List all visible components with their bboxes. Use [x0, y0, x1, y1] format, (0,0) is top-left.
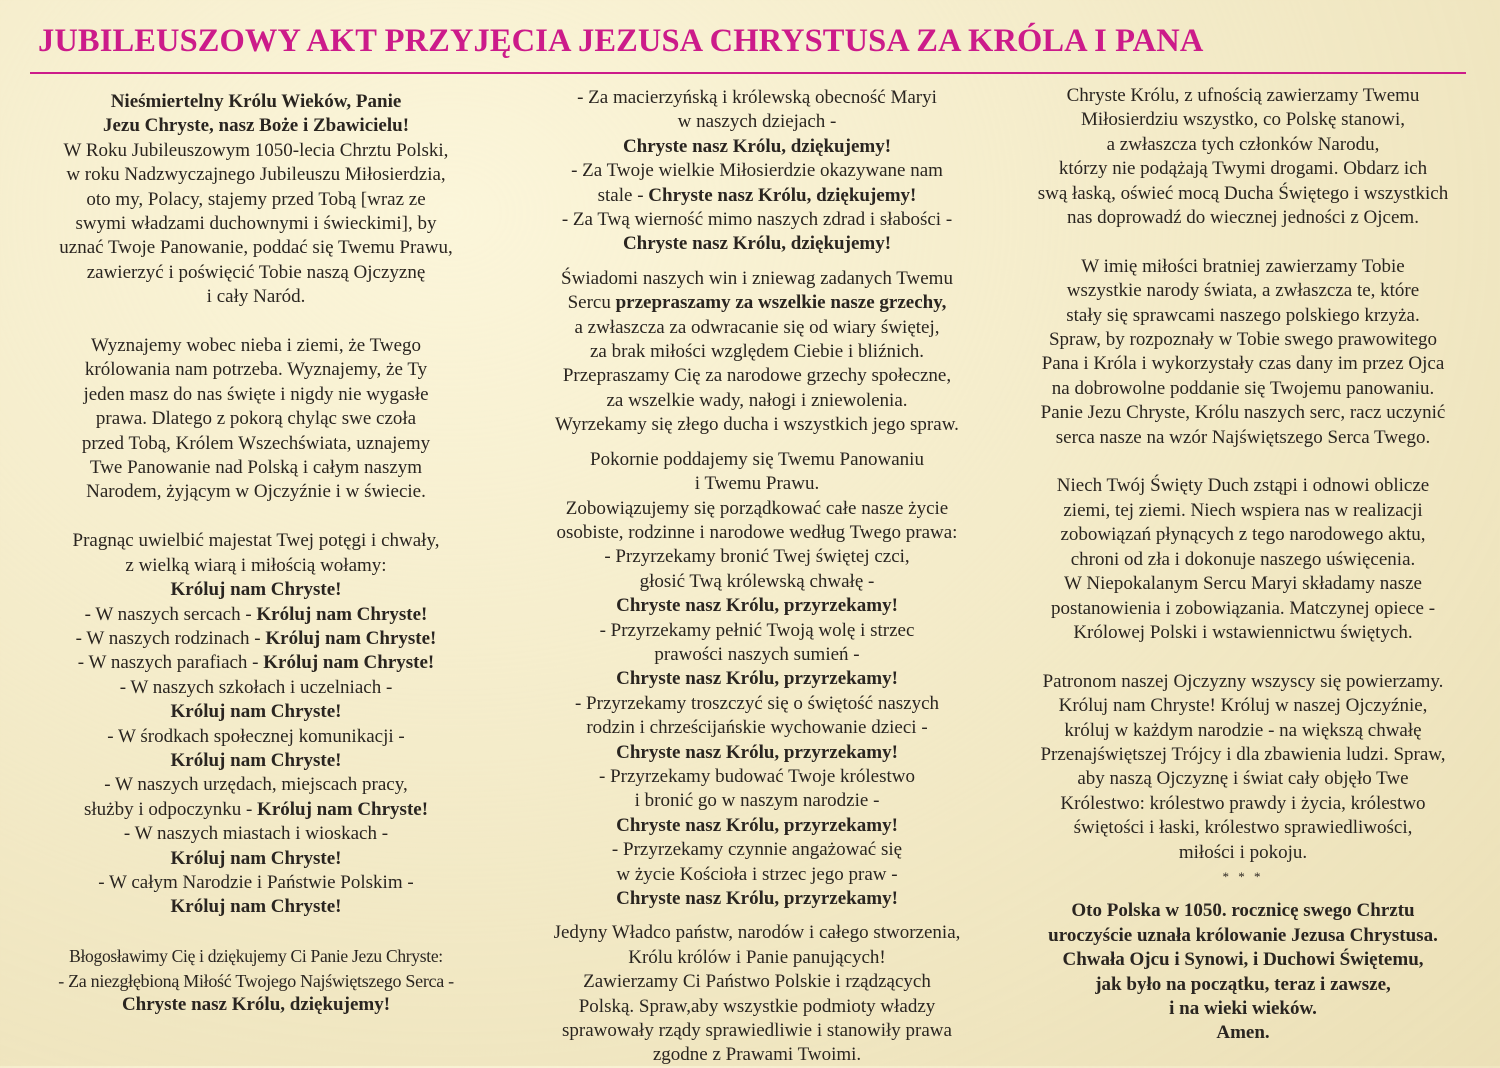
text-line: świętości i łaski, królestwo sprawiedliwości,: [1073, 817, 1413, 839]
petition-text: stale -: [597, 184, 649, 206]
text-line: osobiste, rodzinne i narodowe według Twego prawa:: [556, 521, 958, 543]
text-line: Zobowiązujemy się porządkować całe nasze życie: [565, 497, 949, 519]
text-line: z wielką wiarą i miłością wołamy:: [125, 554, 387, 576]
paragraph-apology: [520, 267, 994, 438]
text-line: Świadomi naszych win i zniewag zadanych Twemu: [561, 267, 953, 289]
text-line: ziemi, tej ziemi. Niech wspiera nas w realizacji: [1063, 499, 1423, 521]
paragraph-intro: [28, 90, 484, 310]
text-line: sprawowały rządy sprawiedliwie i stanowiły prawa: [562, 1020, 952, 1042]
text-line: w roku Nadzwyczajnego Jubileuszu Miłosierdzia,: [66, 164, 446, 186]
section-separator: * * *: [1222, 868, 1264, 884]
refrain-line: Króluj nam Chryste!: [170, 701, 342, 723]
text-line: jak było na początku, teraz i zawsze,: [1095, 973, 1391, 995]
text-line: zobowiązań płynących z tego narodowego aktu,: [1060, 524, 1426, 546]
text-line: - Za Twą wierność mimo naszych zdrad i słabości -: [561, 209, 953, 231]
text-line: Miłosierdziu wszystko, co Polskę stanowi,: [1080, 109, 1406, 131]
paragraph-promises: [520, 448, 994, 912]
paragraph-blessing: [28, 944, 484, 1017]
refrain-line: Chryste nasz Królu, przyrzekamy!: [616, 668, 898, 690]
refrain-line: Chryste nasz Królu, przyrzekamy!: [616, 888, 898, 909]
page-title: JUBILEUSZOWY AKT PRZYJĘCIA JEZUSA CHRYSTUSA ZA KRÓLA I PANA: [38, 23, 1204, 59]
text-line: swą łaską, oświeć mocą Ducha Świętego i wszystkich: [1037, 182, 1449, 204]
text-line: - Za niezgłębioną Miłość Twojego Najświętszego Serca -: [58, 970, 454, 991]
text-line: - W środkach społecznej komunikacji -: [107, 725, 405, 747]
text-line: - Przyrzekamy troszczyć się o świętość naszych: [574, 692, 940, 714]
text-line: zgodne z Prawami Twoimi.: [652, 1044, 862, 1066]
paragraph-thanks: [520, 86, 994, 257]
refrain-line: Króluj nam Chryste!: [170, 579, 342, 601]
text-line: Zawierzamy Ci Państwo Polskie i rządzących: [583, 971, 931, 993]
text-line: Wyrzekamy się złego ducha i wszystkich jego spraw.: [555, 414, 959, 436]
paragraph-nations: [1010, 255, 1476, 450]
text-line: Pragnąc uwielbić majestat Twej potęgi i chwały,: [72, 530, 440, 552]
paragraph-closing: [1010, 899, 1476, 1045]
text-line: oto my, Polacy, stajemy przed Tobą [wraz ze: [86, 188, 426, 210]
text-line: i Twemu Prawu.: [694, 473, 820, 495]
text-line: głosić Twą królewską chwałę -: [639, 570, 875, 592]
text-line: Polską. Spraw,aby wszystkie podmioty władzy: [578, 995, 936, 1017]
refrain-line: Chryste nasz Królu, przyrzekamy!: [616, 814, 898, 836]
text-line: [28, 651, 484, 675]
text-line: uroczyście uznała królowanie Jezusa Chrystusa.: [1048, 924, 1438, 946]
refrain-line: Króluj nam Chryste!: [170, 896, 342, 918]
petition-text: służby i odpoczynku -: [83, 798, 258, 820]
text-line: Przepraszamy Cię za narodowe grzechy społeczne,: [562, 365, 952, 387]
paragraph-spirit: [1010, 474, 1476, 645]
text-line: Nieśmiertelny Królu Wieków, Panie: [110, 91, 402, 112]
text-line: na dobrowolne poddanie się Twojemu panowaniu.: [1051, 377, 1435, 399]
text-line: Amen.: [1216, 1022, 1270, 1044]
refrain-text: Króluj nam Chryste!: [263, 652, 435, 674]
text-line: Króluj nam Chryste! Króluj w naszej Ojczyźnie,: [1058, 695, 1428, 717]
text-line: zawierzyć i poświęcić Tobie naszą Ojczyznę: [86, 261, 426, 283]
text-line: Królu królów i Panie panujących!: [628, 946, 886, 968]
text-line: prawości naszych sumień -: [654, 643, 860, 665]
text-line: Pokornie poddajemy się Twemu Panowaniu: [590, 448, 924, 470]
text-line: za brak miłości względem Ciebie i bliźnich.: [590, 341, 924, 363]
text-line: Oto Polska w 1050. rocznicę swego Chrztu: [1071, 900, 1415, 922]
text-line: postanowienia i zobowiązania. Matczynej opiece -: [1050, 597, 1436, 619]
petition-text: - W naszych rodzinach -: [75, 627, 266, 649]
text-line: w naszych dziejach -: [677, 111, 837, 133]
refrain-line: Króluj nam Chryste!: [170, 847, 342, 869]
column-right: [1010, 84, 1476, 1046]
text-line: chroni od zła i dokonuje naszego uświęcenia.: [1070, 548, 1416, 570]
text-line: w życie Kościoła i strzec jego praw -: [616, 863, 898, 885]
text-line: Spraw, by rozpoznały w Tobie swego prawowitego: [1048, 329, 1438, 351]
paragraph-trust: [1010, 84, 1476, 230]
text-line: Chwała Ojcu i Synowi, i Duchowi Świętemu,: [1062, 949, 1424, 971]
text-line: swymi władzami duchownymi i świeckimi], by: [75, 213, 437, 235]
refrain-text: Chryste nasz Królu, dziękujemy!: [648, 184, 917, 206]
text-line: i cały Naród.: [206, 286, 306, 308]
text-line: przed Tobą, Królem Wszechświata, uznajemy: [81, 432, 431, 454]
text-line: nas doprowadź do wiecznej jedności z Ojcem.: [1067, 207, 1419, 229]
refrain-text: Króluj nam Chryste!: [257, 798, 429, 820]
column-middle: [520, 86, 994, 1068]
text-line: - Za Twoje wielkie Miłosierdzie okazywane nam: [571, 160, 943, 182]
text-line: Wyznajemy wobec nieba i ziemi, że Twego: [90, 335, 422, 357]
text-line: [28, 798, 484, 822]
text-line: - Przyrzekamy czynnie angażować się: [611, 839, 903, 861]
text-line: Patronom naszej Ojczyzny wszyscy się powierzamy.: [1042, 670, 1444, 692]
text-line: W Roku Jubileuszowym 1050-lecia Chrztu Polski,: [63, 139, 449, 161]
text-line: Narodem, żyjącym w Ojczyźnie i w świecie.: [86, 481, 426, 503]
petition-text: - W naszych parafiach -: [77, 652, 264, 674]
refrain-line: Króluj nam Chryste!: [170, 749, 342, 771]
text-line: [28, 603, 484, 627]
text-line: W Niepokalanym Sercu Maryi składamy nasze: [1064, 573, 1422, 595]
refrain-line: Chryste nasz Królu, dziękujemy!: [121, 993, 391, 1015]
text-line: uznać Twoje Panowanie, poddać się Twemu Prawu,: [59, 237, 453, 259]
text-line: - W naszych szkołach i uczelniach -: [119, 676, 393, 698]
text-line: [520, 184, 994, 208]
text-line: królowania nam potrzeba. Wyznajemy, że Ty: [84, 359, 428, 381]
title-divider: [30, 72, 1466, 74]
text-line: jeden masz do nas święte i nigdy nie wygasłe: [83, 383, 429, 405]
text-line: - Przyrzekamy budować Twoje królestwo: [599, 765, 915, 787]
text-line: Błogosławimy Cię i dziękujemy Ci Panie Jezu Chryste:: [69, 946, 443, 967]
text-line: aby naszą Ojczyznę i świat cały objęło Twe: [1077, 768, 1409, 790]
bold-text: przepraszamy za wszelkie nasze grzechy,: [615, 292, 947, 314]
text-line: Chryste Królu, z ufnością zawierzamy Twemu: [1066, 85, 1420, 106]
refrain-line: Chryste nasz Królu, dziękujemy!: [622, 233, 892, 255]
text-line: a zwłaszcza za odwracanie się od wiary świętej,: [574, 316, 940, 338]
text-line: [28, 627, 484, 651]
text-line: a zwłaszcza tych członków Narodu,: [1106, 133, 1380, 155]
refrain-text: Króluj nam Chryste!: [256, 603, 428, 625]
text-line: Królestwo: królestwo prawdy i życia, królestwo: [1060, 792, 1426, 814]
text-line: - W naszych miastach i wioskach -: [123, 823, 389, 845]
text-line: i bronić go w naszym narodzie -: [634, 790, 880, 812]
refrain-line: Chryste nasz Królu, przyrzekamy!: [616, 595, 898, 617]
text-line: - Za macierzyńską i królewską obecność Maryi: [577, 87, 937, 108]
paragraph-confession: [28, 334, 484, 505]
text-line: za wszelkie wady, nałogi i zniewolenia.: [606, 389, 908, 411]
text-line: którzy nie podążają Twymi drogami. Obdarz ich: [1058, 158, 1428, 180]
text-line: Panie Jezu Chryste, Królu naszych serc, racz uczynić: [1040, 402, 1446, 424]
paragraph-ruler: [520, 921, 994, 1067]
text-line: Niech Twój Święty Duch zstąpi i odnowi oblicze: [1056, 475, 1430, 497]
text-line: W imię miłości bratniej zawierzamy Tobie: [1081, 255, 1405, 277]
text-line: miłości i pokoju.: [1178, 841, 1308, 863]
text-line: - W naszych urzędach, miejscach pracy,: [104, 774, 408, 796]
paragraph-patrons: [1010, 670, 1476, 865]
text-line: - Przyrzekamy pełnić Twoją wolę i strzec: [599, 619, 915, 641]
text-line: stały się sprawcami naszego polskiego krzyża.: [1066, 304, 1420, 326]
text-line: - W całym Narodzie i Państwie Polskim -: [98, 871, 414, 893]
petition-text: - W naszych sercach -: [84, 603, 257, 625]
text-line: Przenajświętszej Trójcy i dla zbawienia ludzi. Spraw,: [1040, 743, 1446, 765]
text-line: Pana i Króla i wykorzystały czas dany im przez Ojca: [1041, 353, 1445, 375]
text-line: prawa. Dlatego z pokorą chyląc swe czoła: [95, 408, 417, 430]
text-line: serca nasze na wzór Najświętszego Serca Twego.: [1055, 426, 1431, 448]
text-line: i na wieki wieków.: [1169, 997, 1317, 1019]
text-line: Twe Panowanie nad Polską i całym naszym: [89, 457, 423, 479]
refrain-line: Chryste nasz Królu, dziękujemy!: [622, 135, 892, 157]
column-left: [28, 90, 484, 1017]
text-line: rodzin i chrześcijańskie wychowanie dzieci -: [586, 717, 928, 739]
text-line: wszystkie narody świata, a zwłaszcza te, które: [1066, 280, 1420, 302]
text-line: Jedyny Władco państw, narodów i całego stworzenia,: [553, 922, 961, 944]
text-line: [520, 291, 994, 315]
text-line: - Przyrzekamy bronić Twej świętej czci,: [604, 546, 910, 568]
paragraph-praise: [28, 529, 484, 920]
plain-text: Sercu: [567, 292, 616, 314]
refrain-line: Chryste nasz Królu, przyrzekamy!: [616, 741, 898, 763]
refrain-text: Króluj nam Chryste!: [265, 627, 437, 649]
text-line: Królowej Polski i wstawiennictwu świętych.: [1073, 621, 1413, 643]
text-line: Jezu Chryste, nasz Boże i Zbawicielu!: [102, 115, 410, 137]
text-line: króluj w każdym narodzie - na większą chwałę: [1064, 719, 1422, 741]
